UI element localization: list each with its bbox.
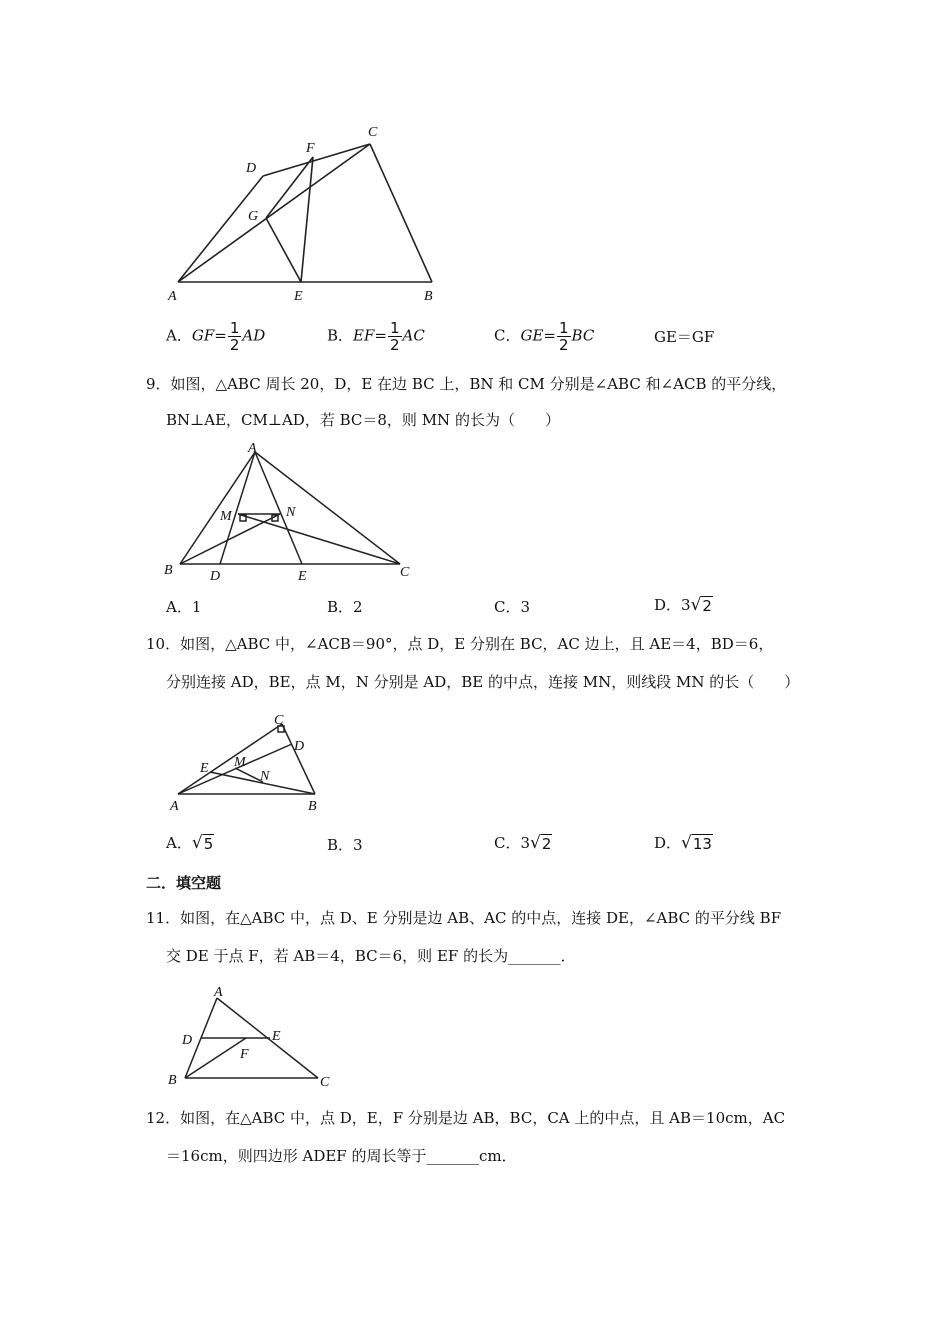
label-F: F: [240, 1047, 249, 1062]
label-C: C: [320, 1075, 330, 1090]
q8-option-c: C．GE= $\frac{1}{2}$ BC: [494, 319, 595, 354]
label-E: E: [298, 569, 307, 584]
label-G: G: [248, 209, 259, 224]
label-E: E: [294, 289, 303, 304]
fraction: $\frac{1}{2}$: [389, 319, 400, 354]
q10-option-c: C．3 √ 2: [494, 833, 552, 853]
q9-line-1: 9．如图，△ABC 周长 20，D，E 在边 BC 上，BN 和 CM 分别是∠ABC 和∠ACB 的平分线，: [146, 375, 787, 393]
q11-line-2: 交 DE 于点 F，若 AB＝4，BC＝6，则 EF 的长为_______．: [166, 947, 576, 965]
q9-option-b: B．2: [327, 598, 363, 616]
q10-line-1: 10．如图，△ABC 中，∠ACB＝90°，点 D，E 分别在 BC，AC 边上，且 AE＝4，BD＝6，: [146, 635, 774, 653]
figure-q11: [160, 980, 350, 1090]
label-E: E: [272, 1029, 281, 1044]
q8-option-d: GE＝GF: [654, 328, 715, 346]
section-heading: 二．填空题: [146, 874, 222, 892]
label-C: C: [274, 713, 284, 728]
label-B: B: [168, 1073, 177, 1088]
label-B: B: [424, 289, 433, 304]
q8-option-b: B．EF= $\frac{1}{2}$ AC: [327, 319, 425, 354]
figure-q10: [160, 708, 340, 818]
sqrt-symbol: √ 5: [191, 833, 214, 853]
q10-line-2: 分别连接 AD，BE，点 M，N 分别是 AD，BE 的中点，连接 MN，则线段 MN 的长（ ）: [166, 673, 800, 691]
label-D: D: [246, 161, 257, 176]
label-A: A: [248, 441, 257, 456]
q9-option-a: A．1: [166, 598, 202, 616]
q12-line-2: ＝16cm，则四边形 ADEF 的周长等于_______cm．: [166, 1147, 517, 1165]
label-M: M: [220, 509, 232, 524]
label-B: B: [164, 563, 173, 578]
fraction: $\frac{1}{2}$: [229, 319, 240, 354]
label-C: C: [400, 565, 410, 580]
label-N: N: [260, 769, 270, 784]
sqrt-symbol: √ 2: [530, 833, 552, 853]
label-F: F: [306, 141, 315, 156]
label-A: A: [170, 799, 179, 814]
label-C: C: [368, 125, 378, 140]
q10-option-d: D． √ 13: [654, 833, 712, 853]
sqrt-symbol: √ 2: [690, 595, 712, 615]
q9-option-d: D．3 √ 2: [654, 595, 712, 615]
label-A: A: [214, 985, 223, 1000]
figure-q9: [160, 440, 420, 585]
q11-line-1: 11．如图，在△ABC 中，点 D、E 分别是边 AB、AC 的中点，连接 DE，∠ABC 的平分线 BF: [146, 909, 782, 927]
label-B: B: [308, 799, 317, 814]
label-D: D: [294, 739, 305, 754]
q9-option-c: C．3: [494, 598, 531, 616]
figure-q8: [160, 120, 450, 310]
q8-option-a: A．GF= $\frac{1}{2}$ AD: [166, 319, 266, 354]
q9-line-2: BN⊥AE，CM⊥AD，若 BC＝8，则 MN 的长为（ ）: [166, 411, 560, 429]
fraction: $\frac{1}{2}$: [559, 319, 569, 354]
label-D: D: [210, 569, 221, 584]
label-M: M: [234, 755, 246, 770]
label-E: E: [200, 761, 209, 776]
sqrt-symbol: √ 13: [681, 833, 712, 853]
q10-option-b: B．3: [327, 836, 363, 854]
label-A: A: [168, 289, 177, 304]
q10-option-a: A． √ 5: [166, 833, 214, 853]
q12-line-1: 12．如图，在△ABC 中，点 D，E，F 分别是边 AB，BC，CA 上的中点，且 AB＝10cm，AC: [146, 1109, 786, 1127]
label-D: D: [182, 1033, 193, 1048]
label-N: N: [286, 505, 296, 520]
